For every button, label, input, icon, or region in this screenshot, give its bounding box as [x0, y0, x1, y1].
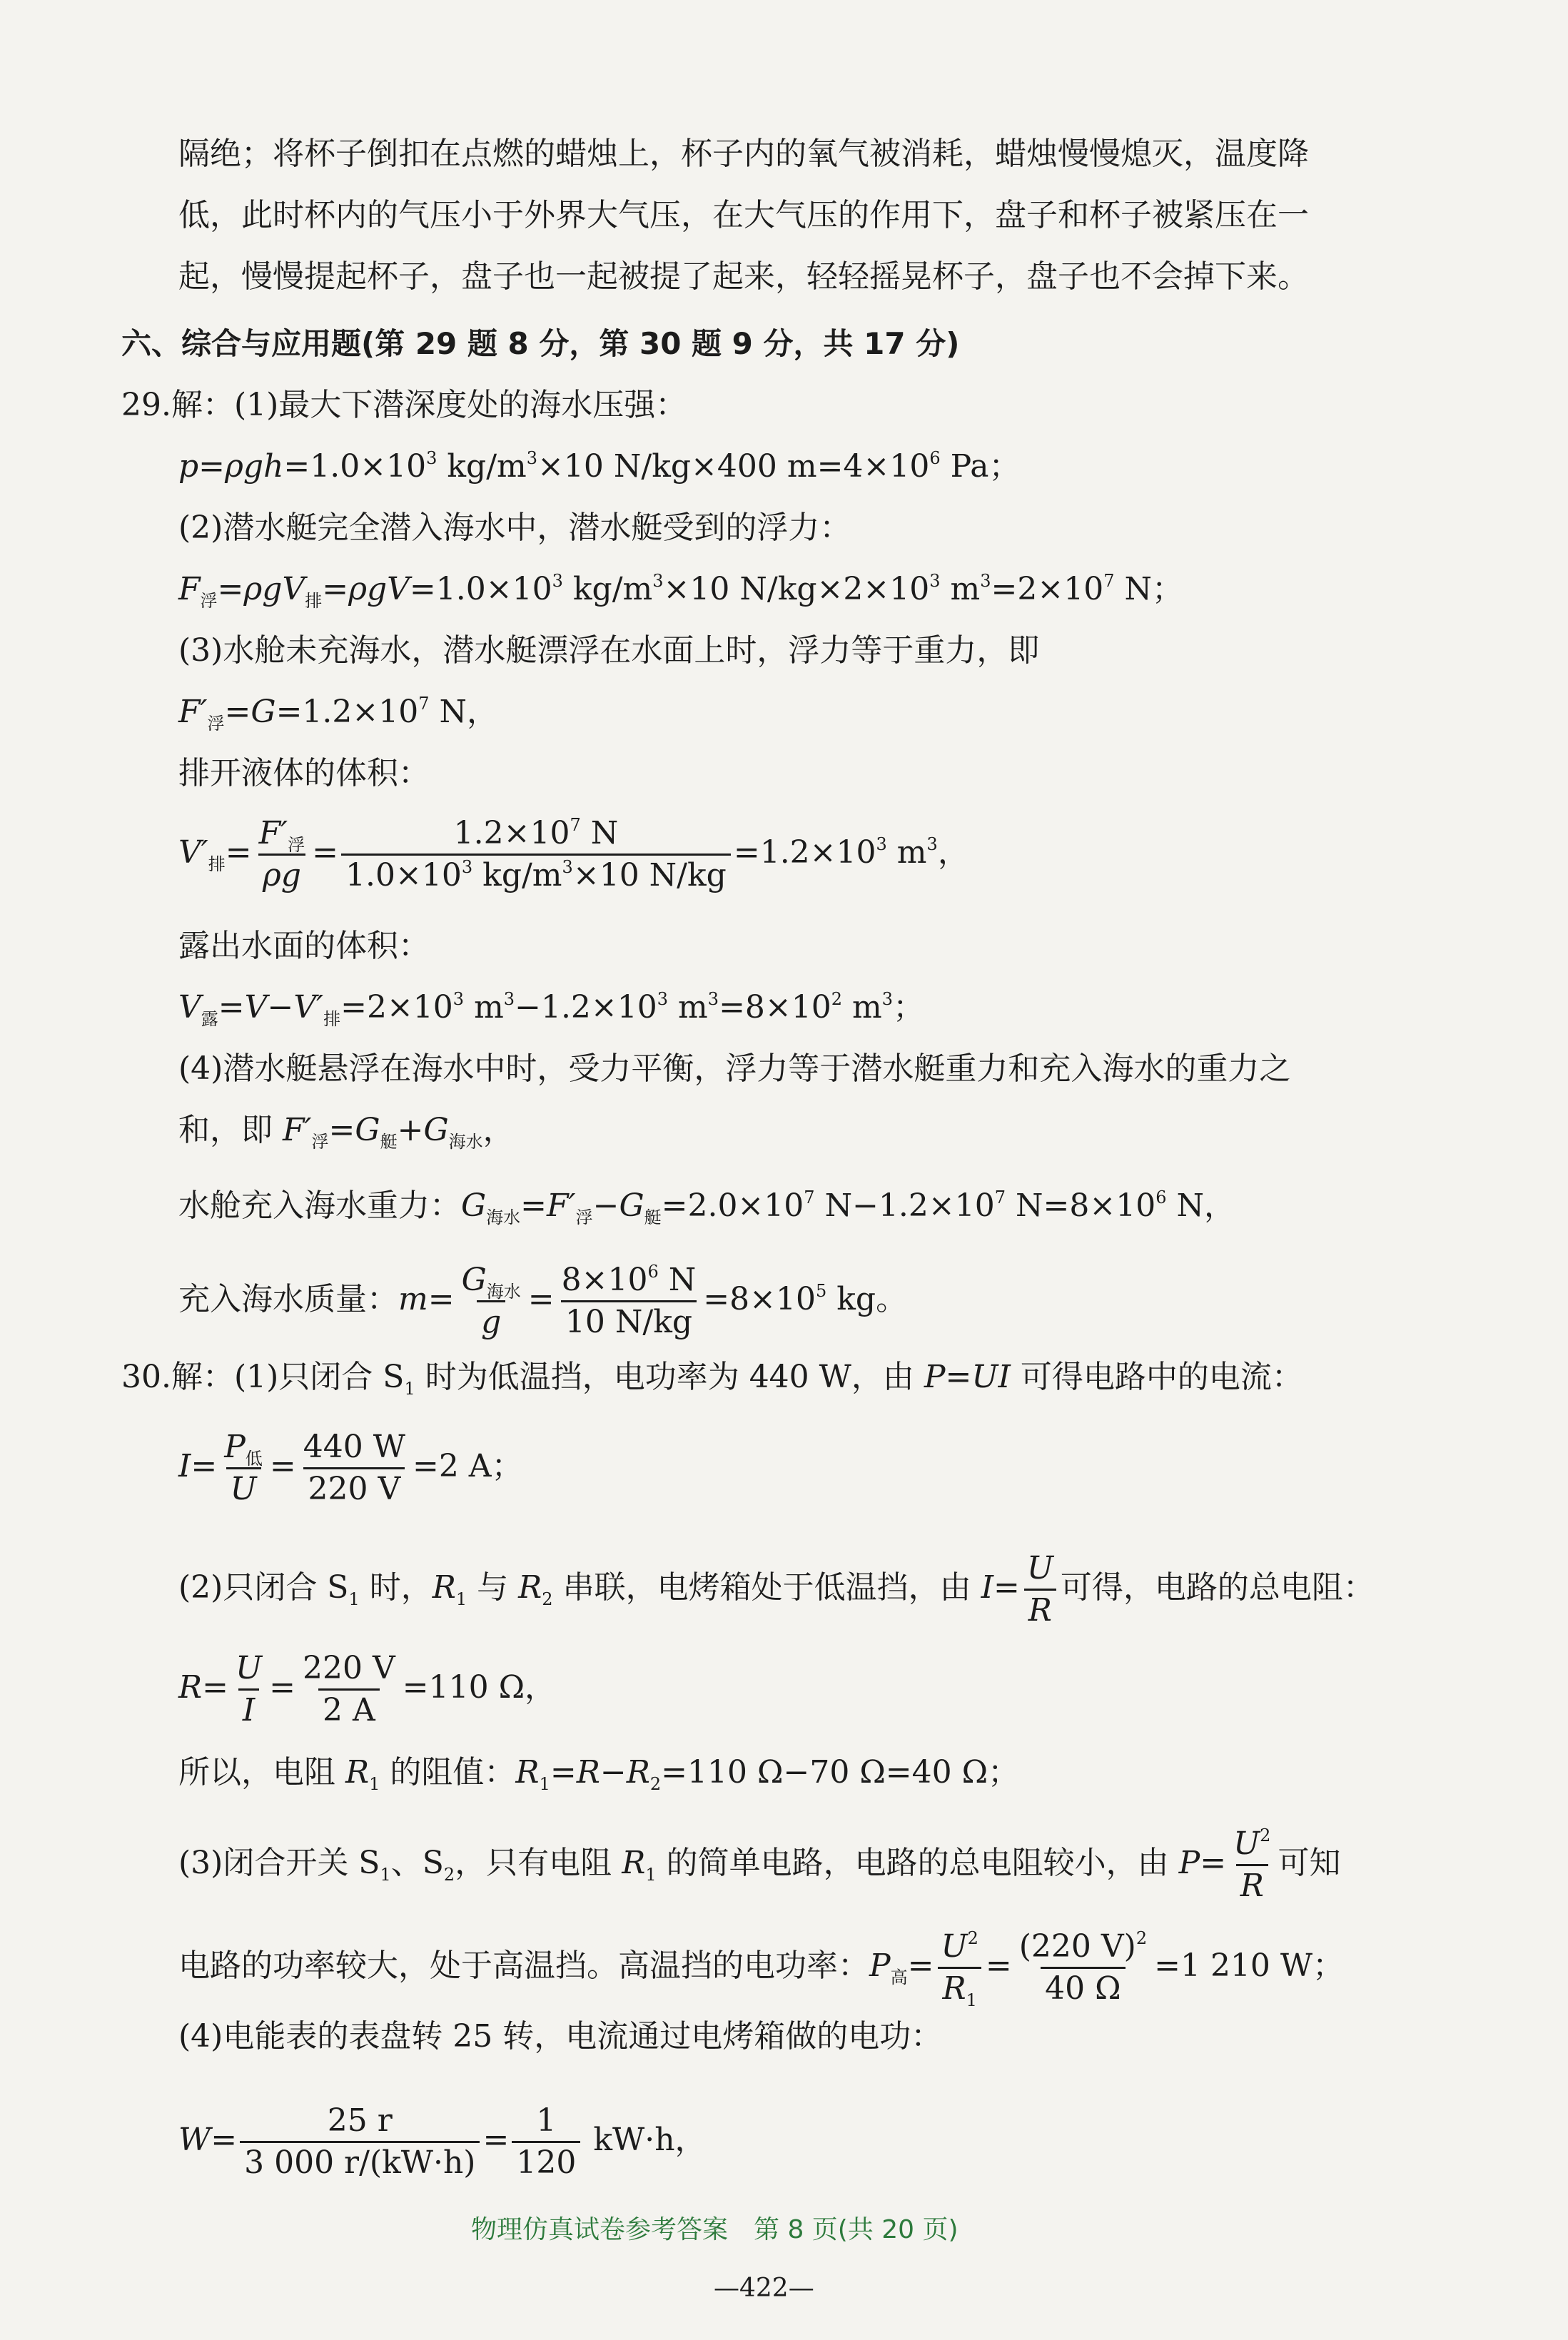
q29-step6: (4)潜水艇悬浮在海水中时，受力平衡，浮力等于潜水艇重力和充入海水的重力之 — [178, 1050, 1291, 1087]
q29-step3: (3)水舱未充海水，潜水艇漂浮在水面上时，浮力等于重力，即 — [178, 632, 1040, 669]
q30-formula-resistance: R= $\frac{U}{I}$ = $\frac{220 V}{2 A}$ =110 Ω， — [178, 1648, 556, 1731]
q30-step5-text: 电路的功率较大，处于高温挡。高温挡的电功率： — [178, 1948, 869, 1984]
q29-step4: 排开液体的体积： — [178, 755, 430, 791]
q30-step4-text-b: ，只有电阻 — [455, 1845, 622, 1881]
q30-step4-text-d: 可知 — [1278, 1845, 1341, 1881]
q29-step1: 29.解：(1)最大下潜深度处的海水压强： — [121, 387, 687, 423]
q30-formula-work: W= $\frac{25 r}{3 000 r/(kW\cdot h)}$ = $\frac{1}{120}$ kW·h， — [178, 2101, 707, 2183]
footer-title: 物理仿真试卷参考答案 第 8 页(共 20 页) — [471, 2215, 958, 2244]
q30-step6: (4)电能表的表盘转 25 转，电流通过电烤箱做的电功： — [178, 2018, 943, 2055]
q30-step3-text: 所以，电阻 — [178, 1754, 345, 1791]
q30-step2-text-c: 串联，电烤箱处于低温挡，由 — [552, 1569, 981, 1606]
page-number: —422— — [714, 2274, 814, 2303]
intro-line-3: 起，慢慢提起杯子，盘子也一起被提了起来，轻轻摇晃杯子，盘子也不会掉下来。 — [178, 258, 1309, 295]
q30-step1-text: 30.解：(1)只闭合 S — [121, 1359, 405, 1395]
q29-formula-exposed: $V_露=V-V'_排=2\times 10^3$ $m^3-1.2\times 10^3$ $m^3=8\times 10^2$ $m^3$； — [178, 989, 925, 1029]
q29-step9: 充入海水质量：m= $\frac{G_{海水}}{g}$ = $\frac{8\times 10^6 N}{10 N/kg}$ $=8\times 10^5$ kg。 — [178, 1260, 907, 1342]
q30-step1: 30.解：(1)只闭合 $S_1$ 时为低温挡，电功率为 440 W，由 P=UI 可得电路中的电流： — [121, 1359, 1303, 1399]
q30-formula-current: I= $\frac{P_低}{U}$ = $\frac{440 W}{220 V}$ =2 A； — [178, 1427, 523, 1509]
q30-step5: 电路的功率较大，处于高温挡。高温挡的电功率：$P_高=$ $\frac{U^2}{R_1}$ = $\frac{(220 V)^2}{40 \Omega}$ =1 210 W； — [178, 1928, 1345, 2010]
q30-step2-text-b: 时， — [359, 1569, 433, 1606]
q29-step7-text: 和，即 — [178, 1112, 273, 1148]
q30-step2-text: (2)只闭合 S — [178, 1569, 349, 1606]
section-heading: 六、综合与应用题(第 29 题 8 分，第 30 题 9 分，共 17 分) — [121, 326, 960, 361]
intro-line-1: 隔绝；将杯子倒扣在点燃的蜡烛上，杯子内的氧气被消耗，蜡烛慢慢熄灭，温度降 — [178, 136, 1309, 172]
q30-step4-text-c: 的简单电路，电路的总电阻较小，由 — [656, 1845, 1179, 1881]
q29-step9-text: 充入海水质量： — [178, 1281, 398, 1317]
q30-step1-text-c: 可得电路中的电流： — [1010, 1359, 1303, 1395]
q29-step8: 水舱充入海水重力：$G_{海水}=F'_浮-G_艇=2.0\times 10^7$ $N-1.2\times 10^7$ $N=8\times 10^6$ N， — [178, 1187, 1236, 1227]
q30-step2-text-d: 可得，电路的总电阻： — [1060, 1569, 1375, 1606]
q30-step3: 所以，电阻 $R_1$ 的阻值：$R_1=R-R_2=110$ Ω−70 Ω=40 Ω； — [178, 1754, 1020, 1794]
q29-formula-volume: $V'_排=$ $\frac{F'_浮}{\rho g}$ = $\frac{1.2\times 10^7 N}{1.0\times 10^3 kg/m^3\times 10 N/kg}$ $=1.2\times 10^3$ $m^3$， — [178, 814, 969, 896]
q30-step4: (3)闭合开关 $S_1$、$S_2$，只有电阻 $R_1$ 的简单电路，电路的总电阻较小，由 P= $\frac{U^2}{R}$ 可知 — [178, 1824, 1340, 1906]
q29-step5: 露出水面的体积： — [178, 928, 430, 964]
q30-step3-text-b: 的阻值： — [380, 1754, 516, 1791]
q30-step2: (2)只闭合 $S_1$ 时，$R_1$ 与 $R_2$ 串联，电烤箱处于低温挡，由 I= $\frac{U}{R}$ 可得，电路的总电阻： — [178, 1549, 1375, 1631]
q30-step4-text: (3)闭合开关 S — [178, 1845, 380, 1881]
q29-formula-buoyancy: $F_浮=\rho gV_排=\rho gV=1.0\times 10^3$ $kg/m^3\times 10$ $N/kg\times 2\times 10^3$ $m^3=2\times 10^7$ N； — [178, 571, 1184, 611]
q29-formula-float: $F'_浮=G=1.2\times 10^7$ N， — [178, 694, 499, 734]
q29-formula-pressure: $p=\rho gh=1.0\times 10^3$ $kg/m^3\times 10$ N/kg×400 $m=4\times 10^6$ Pa； — [178, 448, 1021, 485]
q30-step1-text-b: 时为低温挡，电功率为 440 W，由 — [415, 1359, 924, 1395]
q29-step2: (2)潜水艇完全潜入海水中，潜水艇受到的浮力： — [178, 510, 851, 546]
intro-line-2: 低，此时杯内的气压小于外界大气压，在大气压的作用下，盘子和杯子被紧压在一 — [178, 197, 1309, 233]
q29-step8-text: 水舱充入海水重力： — [178, 1187, 461, 1224]
q29-step7: 和，即 $F'_浮=G_艇+G_{海水}$， — [178, 1112, 515, 1152]
